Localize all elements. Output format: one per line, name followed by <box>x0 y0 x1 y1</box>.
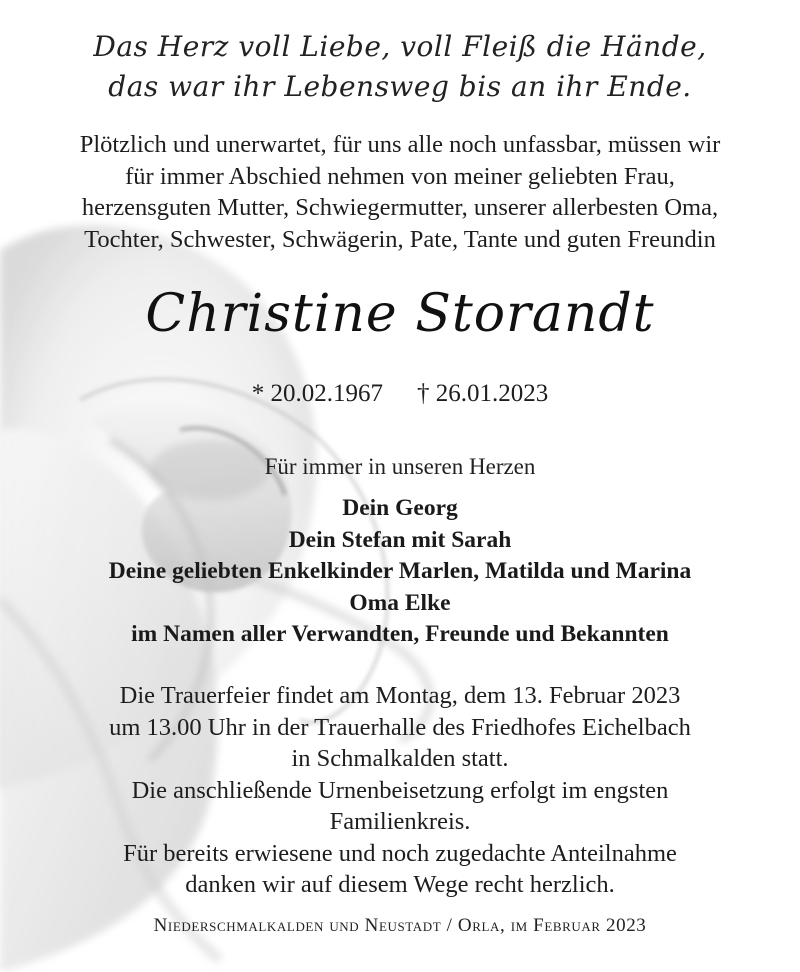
intro-text <box>20 129 780 255</box>
intro-line: für immer Abschied nehmen von meiner geliebten Frau, <box>125 162 675 190</box>
funeral-line: Die anschließende Urnenbeisetzung erfolgt im engsten <box>131 776 669 804</box>
intro-line: herzensguten Mutter, Schwiegermutter, unserer allerbesten Oma, <box>81 194 719 221</box>
deceased-name: Christine Storandt <box>145 284 655 344</box>
mourner-line: Dein Georg <box>342 495 458 521</box>
mourner-line: Deine geliebten Enkelkinder Marlen, Matilda und Marina <box>108 558 692 584</box>
intro-line: Plötzlich und unerwartet, für uns alle noch unfassbar, müssen wir <box>79 131 721 158</box>
forever-in-hearts: Für immer in unseren Herzen <box>264 454 536 479</box>
mourners-list <box>0 493 800 651</box>
funeral-line: Für bereits erwiesene und noch zugedachte Anteilnahme <box>123 839 677 867</box>
funeral-line: um 13.00 Uhr in der Trauerhalle des Friedhofes Eichelbach <box>109 713 691 741</box>
verse-line-2: das war ihr Lebensweg bis an ihr Ende. <box>108 70 692 103</box>
intro-line: Tochter, Schwester, Schwägerin, Pate, Tante und guten Freundin <box>84 225 716 253</box>
place-and-date: Niederschmalkalden und Neustadt / Orla, im Februar 2023 <box>153 915 647 936</box>
death-date: † 26.01.2023 <box>417 380 549 407</box>
birth-date: * 20.02.1967 <box>251 380 383 407</box>
mourner-line: Oma Elke <box>349 589 451 616</box>
funeral-line: Familienkreis. <box>329 808 471 835</box>
mourner-line: Dein Stefan mit Sarah <box>288 526 512 553</box>
funeral-line: Die Trauerfeier findet am Montag, dem 13. Februar 2023 <box>119 682 681 709</box>
verse-line-1: Das Herz voll Liebe, voll Fleiß die Hände, <box>93 30 707 63</box>
mourner-line: im Namen aller Verwandten, Freunde und Bekannten <box>131 621 669 647</box>
life-dates <box>0 380 800 408</box>
funeral-line: danken wir auf diesem Wege recht herzlich. <box>185 871 615 898</box>
funeral-line: in Schmalkalden statt. <box>291 745 509 772</box>
funeral-information <box>20 680 780 901</box>
